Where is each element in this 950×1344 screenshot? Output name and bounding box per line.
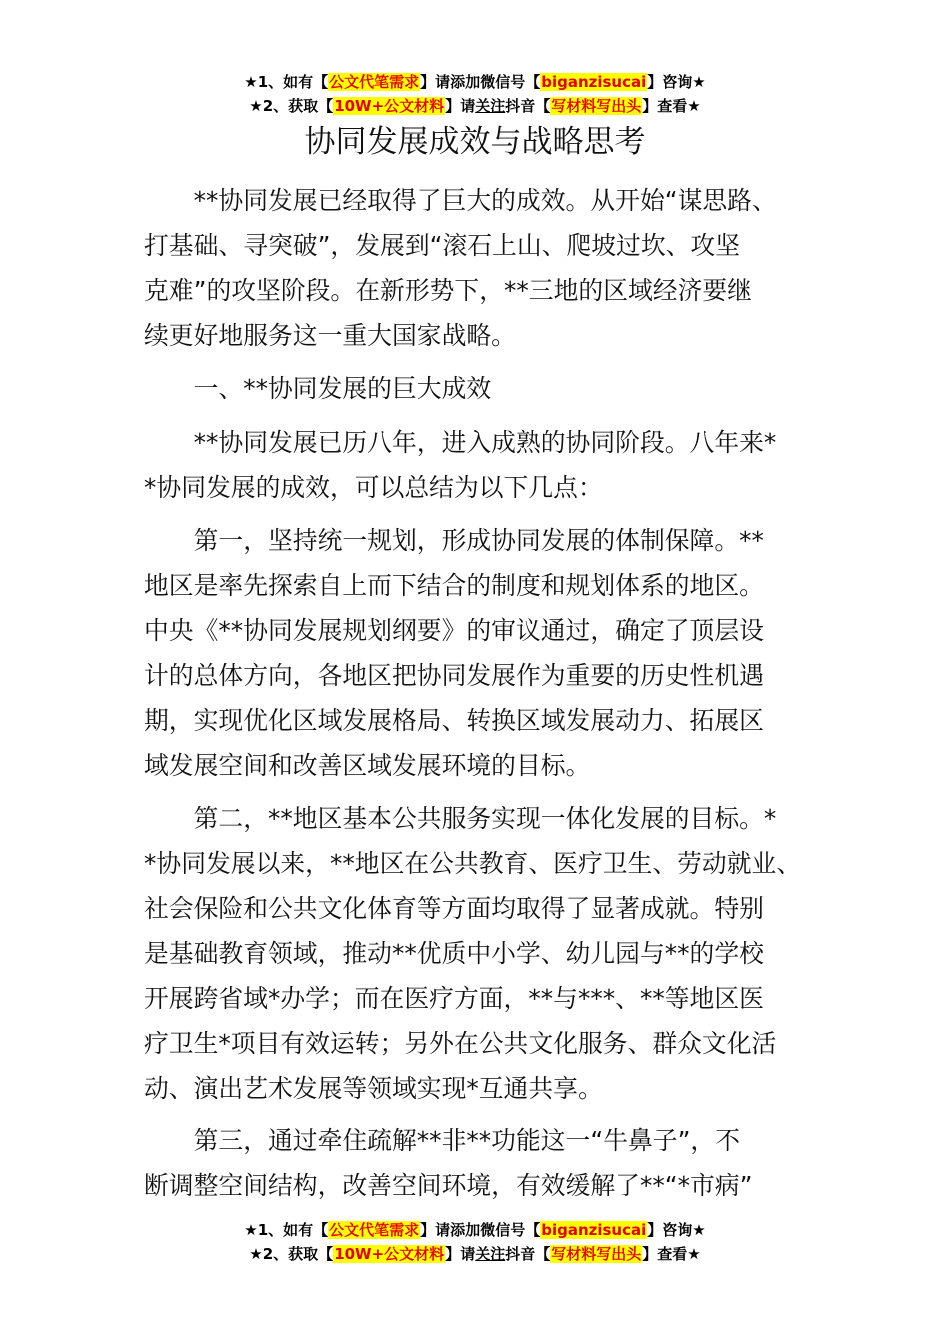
paragraph-third — [144, 1118, 814, 1208]
promo-highlight: biganzisucai — [541, 73, 647, 91]
promo-text: 微信号【 — [480, 73, 541, 91]
text-line: 计的总体方向，各地区把协同发展作为重要的历史性机遇 — [144, 661, 764, 690]
text-line: 期，实现优化区域发展格局、转换区域发展动力、拓展区 — [144, 706, 764, 735]
text-line: *协同发展以来，**地区在公共教育、医疗卫生、劳动就业、 — [144, 849, 802, 878]
text-line: 第二，**地区基本公共服务实现一体化发展的目标。* — [144, 804, 777, 833]
promo-text: 】请添 — [420, 1221, 466, 1239]
promo-underlined: 关注 — [475, 97, 506, 115]
text-line: 一、**协同发展的巨大成效 — [144, 374, 492, 403]
text-line: 地区是率先探索自上而下结合的制度和规划体系的地区。 — [144, 571, 764, 600]
promo-line-1 — [0, 70, 950, 94]
text-line: **协同发展已历八年，进入成熟的协同阶段。八年来* — [144, 428, 777, 457]
text-line: 社会保险和公共文化体育等方面均取得了显著成就。特别 — [144, 894, 764, 923]
text-line: 第一，坚持统一规划，形成协同发展的体制保障。** — [144, 526, 764, 555]
promo-text: ★2、获取【 — [249, 97, 334, 115]
paragraph-intro — [144, 178, 814, 358]
promo-text: 】咨询★ — [647, 73, 706, 91]
text-line: 域发展空间和改善区域发展环境的目标。 — [144, 751, 591, 780]
text-line: 是基础教育领域，推动**优质中小学、幼儿园与**的学校 — [144, 939, 764, 968]
paragraph-first — [144, 518, 814, 788]
section-heading — [144, 366, 814, 411]
text-line: *协同发展的成效，可以总结为以下几点： — [144, 473, 603, 502]
promo-header — [0, 70, 950, 118]
paragraph-overview — [144, 420, 814, 510]
promo-emphasis: 加 — [465, 73, 481, 91]
promo-line-2 — [0, 1242, 950, 1266]
text-line: 断调整空间结构，改善空间环境，有效缓解了**“*市病” — [144, 1171, 753, 1200]
document-title: 协同发展成效与战略思考 — [304, 124, 646, 160]
promo-text: 微信号【 — [480, 1221, 541, 1239]
paragraph-second — [144, 796, 814, 1111]
promo-text: 抖音【 — [505, 97, 551, 115]
promo-text: ★1、如有【 — [244, 73, 329, 91]
promo-highlight: biganzisucai — [541, 1221, 647, 1239]
text-line: 第三，通过牵住疏解**非**功能这一“牛鼻子”，不 — [144, 1126, 741, 1155]
promo-highlight: 写材料写出头 — [551, 97, 642, 115]
promo-highlight: 公文代笔需求 — [329, 1221, 420, 1239]
promo-text: 】请 — [445, 97, 476, 115]
promo-footer — [0, 1218, 950, 1266]
promo-highlight: 10W+公文材料 — [334, 1245, 445, 1263]
promo-text: 】查看★ — [642, 97, 701, 115]
promo-text: 】查看★ — [642, 1245, 701, 1263]
promo-text: 抖音【 — [505, 1245, 551, 1263]
promo-text: ★2、获取【 — [249, 1245, 334, 1263]
promo-text: 】请添 — [420, 73, 466, 91]
promo-underlined: 关注 — [475, 1245, 506, 1263]
promo-line-2 — [0, 94, 950, 118]
promo-highlight: 写材料写出头 — [551, 1245, 642, 1263]
text-line: 续更好地服务这一重大国家战略。 — [144, 321, 516, 350]
text-line: 打基础、寻突破”，发展到“滚石上山、爬坡过坎、攻坚 — [144, 231, 741, 260]
promo-text: 】咨询★ — [647, 1221, 706, 1239]
promo-text: ★1、如有【 — [244, 1221, 329, 1239]
text-line: 开展跨省域*办学；而在医疗方面，**与***、**等地区医 — [144, 984, 764, 1013]
promo-emphasis: 加 — [465, 1221, 481, 1239]
promo-line-1 — [0, 1218, 950, 1242]
text-line: 疗卫生*项目有效运转；另外在公共文化服务、群众文化活 — [144, 1029, 777, 1058]
promo-highlight: 10W+公文材料 — [334, 97, 445, 115]
text-line: 中央《**协同发展规划纲要》的审议通过，确定了顶层设 — [144, 616, 764, 645]
text-line: 克难”的攻坚阶段。在新形势下，**三地的区域经济要继 — [144, 276, 752, 305]
text-line: 动、演出艺术发展等领域实现*互通共享。 — [144, 1074, 603, 1103]
promo-highlight: 公文代笔需求 — [329, 73, 420, 91]
promo-text: 】请 — [445, 1245, 476, 1263]
text-line: **协同发展已经取得了巨大的成效。从开始“谋思路、 — [144, 186, 777, 215]
